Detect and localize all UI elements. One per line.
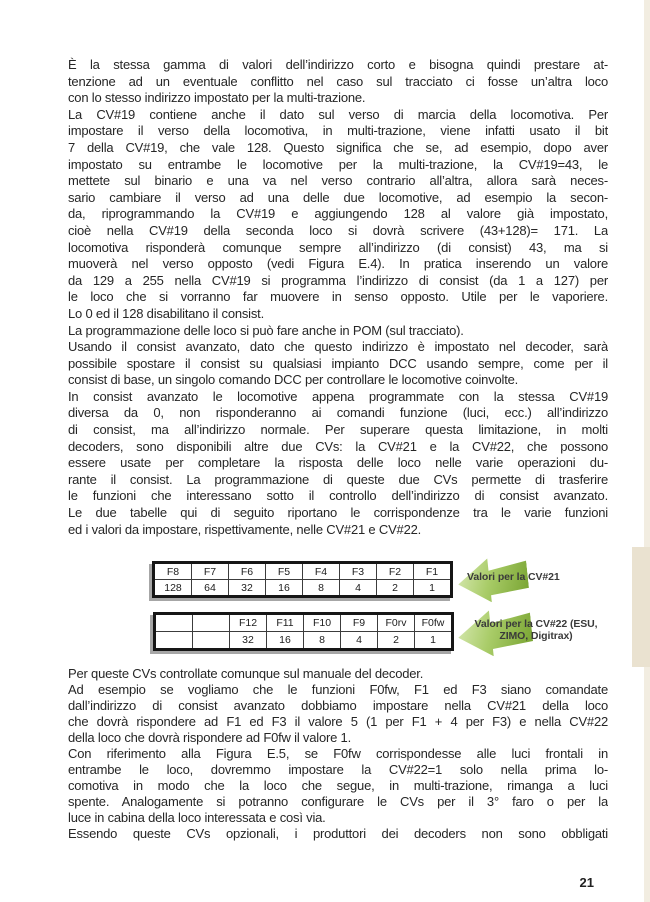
table-cell: F11 (267, 614, 304, 632)
table-cell: 16 (266, 580, 303, 597)
text-line: 7 della CV#19, che vale 128. Questo significa che se, ad esempio, dopo aver (68, 139, 608, 155)
table-cell: 64 (192, 580, 229, 597)
table-cell (155, 632, 193, 650)
table-cell: F9 (341, 614, 378, 632)
value-row (154, 580, 452, 597)
text-line: cioè nella CV#19 della seconda loco si dovrà scrivere (43+128)= 171. La (68, 222, 608, 238)
table-cell: F10 (304, 614, 341, 632)
table-cell: 128 (154, 580, 192, 597)
text-line: Per queste CVs controllate comunque sul manuale del decoder. (68, 666, 424, 681)
table-cell: 32 (230, 632, 267, 650)
table-cell: 4 (340, 580, 377, 597)
text-line: Con riferimento alla Figura E.5, se F0fw corrispondesse alle luci frontali in (68, 746, 608, 761)
table-cell: F0rv (378, 614, 415, 632)
text-line: tenzione ad un eventuale conflitto nel caso sul tracciato ci fosse un’altra loco (68, 73, 608, 89)
table-cell: F12 (230, 614, 267, 632)
text-line: consist di base, un singolo comando DCC per controllare le locomotive coinvolte. (68, 372, 519, 388)
text-line: spente. Analogamente si potranno configurare le CVs per il 3° faro o per la (68, 794, 608, 809)
text-line: Ad esempio se vogliamo che le funzioni F0fw, F1 ed F3 siano comandate (68, 682, 608, 697)
cv21-function-value-table (152, 561, 453, 598)
table-cell: F0fw (415, 614, 453, 632)
text-line: decoders, sono disponibili altre due CVs: la CV#21 e la CV#22, che possono (68, 438, 608, 454)
text-line: La CV#19 contiene anche il dato sul verso di marcia della locomotiva. Per (68, 106, 608, 122)
text-line: Lo 0 ed il 128 disabilitano il consist. (68, 305, 264, 321)
text-line: da 129 a 255 nella CV#19 si programma l’indirizzo di consist (da 1 a 127) per (68, 272, 608, 288)
cv-tables-figure (68, 556, 628, 668)
page-number: 21 (579, 875, 594, 890)
text-line: luce in cabina della loco interessata e così via. (68, 810, 326, 825)
table-cell: F4 (303, 563, 340, 580)
text-line: essere usate per completare la risposta delle loco nelle varie operazioni du- (68, 455, 608, 471)
table-cell: 1 (415, 632, 453, 650)
text-line: con lo stesso indirizzo impostato per la multi-trazione. (68, 90, 366, 106)
text-line: le funzioni che interessano sotto il controllo dell’indirizzo di consist avanzato. (68, 488, 608, 504)
text-line: da, riprogrammando la CV#19 e aggiungendo 128 al valore già impostato, (68, 206, 608, 222)
table-cell: 1 (414, 580, 452, 597)
body-text-after-tables (68, 666, 608, 842)
text-line: dall’indirizzo di consist avanzato dobbiamo impostare nella CV#21 della loco (68, 698, 608, 713)
text-line: In consist avanzato le locomotive appena programmate con la stessa CV#19 (68, 388, 608, 404)
body-text-before-tables (68, 57, 608, 538)
table-cell: F8 (154, 563, 192, 580)
text-line: della loco che dovrà rispondere ad F0fw il valore 1. (68, 730, 351, 745)
function-row (155, 614, 453, 632)
scan-edge-strip (644, 0, 650, 902)
text-line: La programmazione delle loco si può fare anche in POM (sul tracciato). (68, 322, 464, 338)
text-line: diversa da 0, non risponderanno ai comandi funzione (luci, ecc.) all’indirizzo (68, 405, 608, 421)
cv22-arrow-label-line2: ZIMO, Digitrax) (499, 629, 573, 642)
table-cell: F1 (414, 563, 452, 580)
text-line: ed i valori da impostare, rispettivamente, nelle CV#21 e CV#22. (68, 521, 422, 537)
cv22-function-value-table (153, 612, 454, 651)
table-cell: 8 (304, 632, 341, 650)
table-cell: F5 (266, 563, 303, 580)
text-line: le loco che si vorranno far muovere in senso opposto. Utile per le vaporiere. (68, 289, 608, 305)
cv21-callout (458, 556, 628, 606)
text-line: entrambe le loco, dovremmo impostare la CV#22=1 solo nella prima lo- (68, 762, 608, 777)
figure-edge-patch (632, 547, 650, 667)
text-line: comotiva in modo che la loco che segue, in multi-trazione, rimanga a luci (68, 778, 608, 793)
function-row (154, 563, 452, 580)
text-line: Usando il consist avanzato, dato che questo indirizzo è impostato nel decoder, sarà (68, 339, 608, 355)
cv22-callout (458, 608, 628, 662)
table-cell (155, 614, 193, 632)
cv22-arrow-label (466, 619, 606, 642)
text-line: di consist, ma all’indirizzo normale. Per superare questa limitazione, in molti (68, 422, 608, 438)
table-cell: 16 (267, 632, 304, 650)
cv22-arrow-label-line1: Valori per la CV#22 (ESU, (474, 618, 598, 630)
table-cell: 32 (229, 580, 266, 597)
table-cell (193, 614, 230, 632)
text-line: È la stessa gamma di valori dell’indirizzo corto e bisogna quindi prestare at- (68, 57, 608, 72)
text-line: che dovrà rispondere ad F1 ed F3 il valore 5 (1 per F1 + 4 per F3) e nella CV#22 (68, 714, 608, 729)
cv21-arrow-label: Valori per la CV#21 (467, 571, 560, 583)
table-cell: 2 (378, 632, 415, 650)
text-line: locomotiva risponderà comunque sempre all’indirizzo (di consist) 43, ma si (68, 239, 608, 255)
text-line: muoverà nel verso opposto (vedi Figura E.4). In pratica inserendo un valore (68, 256, 608, 272)
text-line: Essendo queste CVs opzionali, i produttori dei decoders non sono obbligati (68, 826, 608, 841)
table-cell (193, 632, 230, 650)
table-cell: F6 (229, 563, 266, 580)
value-row (155, 632, 453, 650)
text-line: impostare il verso della locomotiva, in multi-trazione, viene infatti usato il bit (68, 123, 608, 139)
table-cell: 2 (377, 580, 414, 597)
table-cell: F7 (192, 563, 229, 580)
text-line: rante il consist. La programmazione di queste due CVs permette di trasferire (68, 471, 608, 487)
text-line: sario cambiare il verso ad una delle due locomotive, ad esempio la secon- (68, 189, 608, 205)
table-cell: 4 (341, 632, 378, 650)
table-cell: 8 (303, 580, 340, 597)
table-cell: F3 (340, 563, 377, 580)
text-line: impostato su entrambe le locomotive per la multi-trazione, la CV#19=43, le (68, 156, 608, 172)
table-cell: F2 (377, 563, 414, 580)
text-line: Le due tabelle qui di seguito riportano le corrispondenze tra le varie funzioni (68, 505, 608, 521)
text-line: possibile spostare il consist su qualsiasi impianto DCC usando sempre, come per il (68, 355, 608, 371)
text-line: mettete sul binario e una va nel verso contrario all’altra, allora sarà neces- (68, 173, 608, 189)
